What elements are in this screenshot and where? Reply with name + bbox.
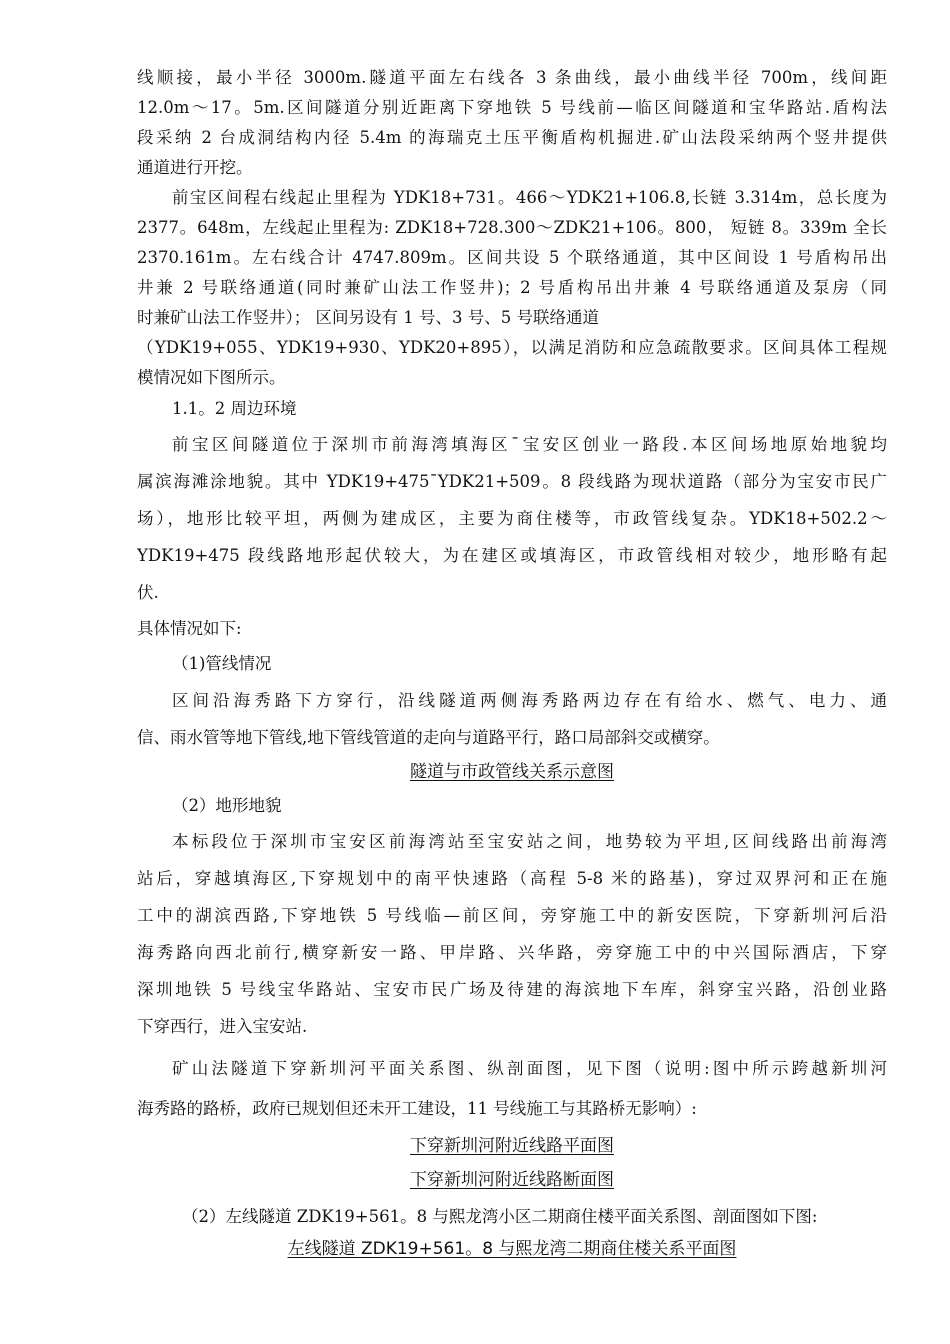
text-line: 前宝区间程右线起止里程为 YDK18+731。466～YDK21+106.8,长链 3.314m，总长度为 (172, 188, 887, 207)
text-line: 井兼 2 号联络通道(同时兼矿山法工作竖井)；2 号盾构吊出井兼 4 号联络通道及泵房（同 (137, 278, 887, 297)
figure-caption: 隧道与市政管线关系示意图 (410, 762, 614, 782)
text-line: 下穿西行，进入宝安站. (137, 1017, 308, 1036)
text-line: 深圳地铁 5 号线宝华路站、宝安市民广场及待建的海滨地下车库，斜穿宝兴路，沿创业路 (137, 980, 887, 999)
text-line: 本标段位于深圳市宝安区前海湾站至宝安站之间，地势较为平坦,区间线路出前海湾 (172, 832, 887, 851)
text-line: 具体情况如下: (137, 619, 242, 638)
figure-caption: 下穿新圳河附近线路平面图 (410, 1136, 614, 1156)
text-line: 矿山法隧道下穿新圳河平面关系图、纵剖面图，见下图（说明:图中所示跨越新圳河 (172, 1059, 887, 1078)
text-line: YDK19+475 段线路地形起伏较大，为在建区或填海区，市政管线相对较少，地形略有起 (137, 546, 887, 565)
text-line: 模情况如下图所示。 (137, 368, 286, 387)
text-line: 区间沿海秀路下方穿行，沿线隧道两侧海秀路两边存在有给水、燃气、电力、通 (172, 691, 887, 710)
text-line: 伏. (137, 583, 159, 602)
text-line: 海秀路向西北前行,横穿新安一路、甲岸路、兴华路，旁穿施工中的中兴国际酒店，下穿 (137, 943, 887, 962)
text-line: 时兼矿山法工作竖井）； 区间另设有 1 号、3 号、5 号联络通道 (137, 308, 599, 327)
text-line: 2370.161m。左右线合计 4747.809m。区间共设 5 个联络通道，其中区间设 1 号盾构吊出 (137, 248, 887, 267)
subsection-heading: （1)管线情况 (172, 654, 272, 673)
text-line: （YDK19+055、YDK19+930、YDK20+895），以满足消防和应急疏散要求。区间具体工程规 (137, 338, 887, 357)
text-line: 站后，穿越填海区,下穿规划中的南平快速路（高程 5-8 米的路基)，穿过双界河和正在施 (137, 869, 887, 888)
text-line: 通道进行开挖。 (137, 158, 253, 177)
text-line: 线顺接，最小半径 3000m.隧道平面左右线各 3 条曲线，最小曲线半径 700m，线间距 (137, 68, 887, 87)
text-line: 属滨海滩涂地貌。其中 YDK19+475¯YDK21+509。8 段线路为现状道路（部分为宝安市民广 (137, 472, 887, 491)
text-line: 工中的湖滨西路,下穿地铁 5 号线临—前区间，旁穿施工中的新安医院，下穿新圳河后沿 (137, 906, 887, 925)
subsection-heading: （2）地形地貌 (172, 796, 282, 815)
figure-caption: 下穿新圳河附近线路断面图 (410, 1170, 614, 1190)
text-line: 段采纳 2 台成洞结构内径 5.4m 的海瑞克土压平衡盾构机掘进.矿山法段采纳两个竖井提供 (137, 128, 887, 147)
text-line: 海秀路的路桥，政府已规划但还未开工建设，11 号线施工与其路桥无影响）: (137, 1099, 697, 1118)
text-line: 12.0m～17。5m.区间隧道分别近距离下穿地铁 5 号线前—临区间隧道和宝华路站.盾构法 (137, 98, 887, 117)
text-line: 信、雨水管等地下管线,地下管线管道的走向与道路平行，路口局部斜交或横穿。 (137, 728, 720, 747)
text-line: 前宝区间隧道位于深圳市前海湾填海区¯宝安区创业一路段.本区间场地原始地貌均 (172, 435, 887, 454)
text-line: 场），地形比较平坦，两侧为建成区，主要为商住楼等，市政管线复杂。YDK18+502.2～ (137, 509, 887, 528)
text-line: （2）左线隧道 ZDK19+561。8 与熙龙湾小区二期商住楼平面关系图、剖面图如下图: (182, 1207, 818, 1226)
text-line: 2377。648m，左线起止里程为: ZDK18+728.300～ZDK21+106。800， 短链 8。339m 全长 (137, 218, 887, 237)
figure-caption: 左线隧道 ZDK19+561。8 与熙龙湾二期商住楼关系平面图 (287, 1239, 737, 1259)
section-heading: 1.1。2 周边环境 (172, 399, 297, 418)
